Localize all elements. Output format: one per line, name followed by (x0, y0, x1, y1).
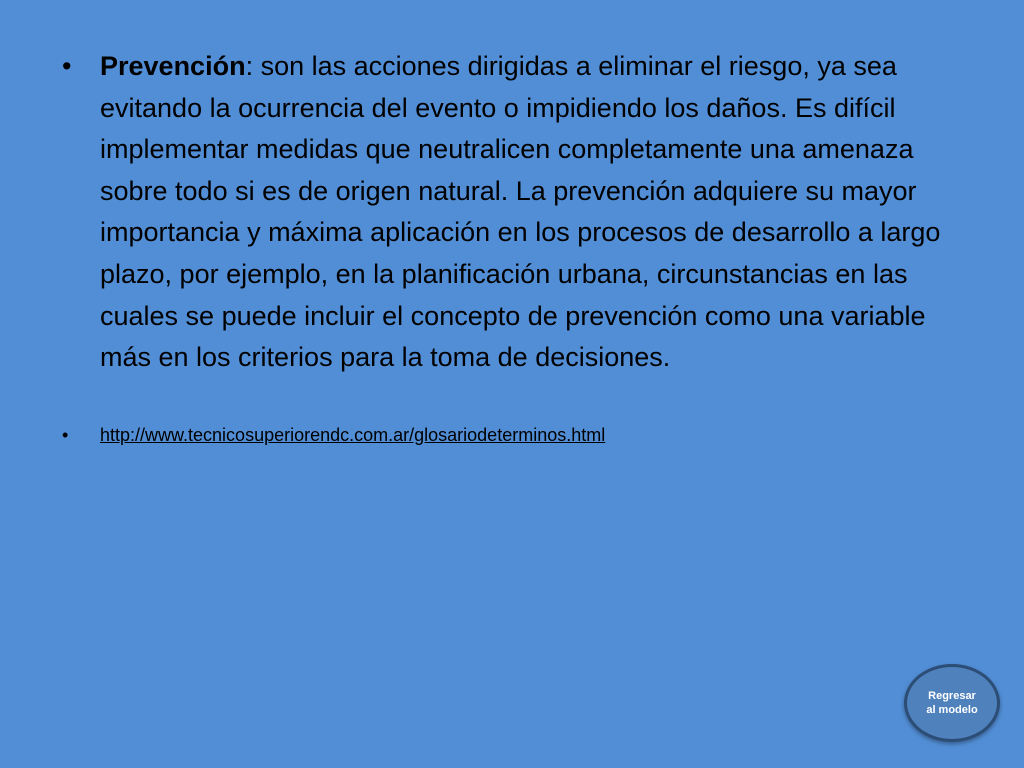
return-button-label: Regresar al modelo (926, 690, 978, 716)
definition-term: Prevención (100, 51, 246, 81)
definition-text: : son las acciones dirigidas a eliminar el riesgo, ya sea evitando la ocurrencia del evento o impidiendo los daños. Es difícil implementar medidas que neutralicen completamente una amenaza sobre todo si es de origen natural. La prevención adquiere su mayor importancia y máxima aplicación en los procesos de desarrollo a largo plazo, por ejemplo, en la planificación urbana, circunstancias en las cuales se puede incluir el concepto de prevención como una variable más en los criterios para la toma de decisiones. (100, 51, 941, 373)
source-link[interactable]: http://www.tecnicosuperiorendc.com.ar/glosariodeterminos.html (100, 424, 606, 445)
bullet-list (62, 46, 962, 449)
definition-bullet (62, 46, 962, 379)
source-bullet (62, 421, 962, 449)
bullet-marker: • (62, 51, 72, 81)
bullet-marker: • (62, 424, 69, 445)
return-to-model-button[interactable] (904, 664, 1000, 742)
